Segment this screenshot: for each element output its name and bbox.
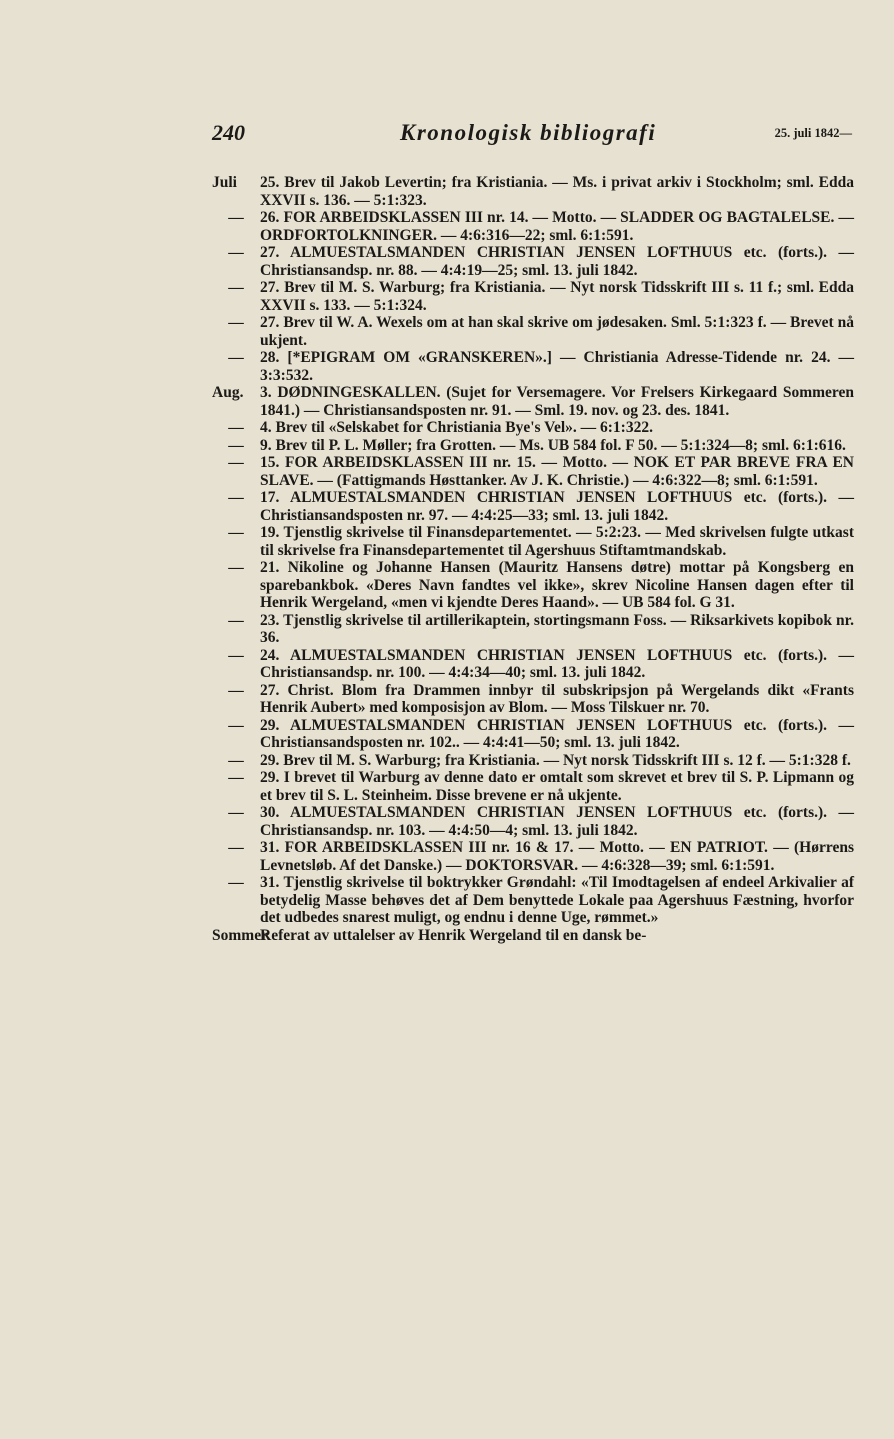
entry-date-marker: — bbox=[228, 279, 244, 296]
entry-text: 26. FOR ARBEIDSKLASSEN III nr. 14. — Motto. — SLADDER OG BAGTALELSE. — ORDFORTOLKNINGER. — 4:6:316—22; sml. 6:1:591. bbox=[260, 209, 854, 244]
entry-date-marker: — bbox=[228, 646, 244, 664]
entry-date-marker: Sommer. bbox=[212, 926, 271, 944]
bibliography-entry bbox=[212, 384, 854, 419]
entry-date-marker: — bbox=[228, 244, 244, 261]
entry-date-marker: — bbox=[228, 524, 244, 541]
entry-text: 27. Christ. Blom fra Drammen innbyr til subskripsjon på Wergelands dikt «Frants Henrik Aubert» med komposisjon av Blom. — Moss Tilskuer nr. 70. bbox=[260, 681, 854, 716]
entry-date-marker: Aug. bbox=[212, 384, 244, 401]
entry-text: 19. Tjenstlig skrivelse til Finansdepartementet. — 5:2:23. — Med skrivelsen fulgte utkast til skrivelse fra Finansdepartementet til Agershuus Stiftamtmandskab. bbox=[260, 524, 854, 559]
entry-date-marker: — bbox=[228, 419, 244, 436]
page-number: 240 bbox=[212, 120, 245, 145]
bibliography-entry bbox=[212, 437, 854, 455]
entry-text: 27. Brev til W. A. Wexels om at han skal skrive om jødesaken. Sml. 5:1:323 f. — Brevet nå ukjent. bbox=[260, 314, 854, 349]
entry-text: 9. Brev til P. L. Møller; fra Grotten. — Ms. UB 584 fol. F 50. — 5:1:324—8; sml. 6:1:616. bbox=[260, 436, 846, 454]
bibliography-entry bbox=[212, 752, 854, 770]
entry-date-marker: — bbox=[228, 751, 244, 769]
bibliography-entry bbox=[212, 174, 854, 209]
bibliography-entry bbox=[212, 454, 854, 489]
entry-text: 29. I brevet til Warburg av denne dato er omtalt som skrevet et brev til S. P. Lipmann og et brev til S. L. Steinheim. Disse brevene er nå ukjente. bbox=[260, 769, 854, 804]
entry-text: 31. Tjenstlig skrivelse til boktrykker Grøndahl: «Til Imodtagelsen af endeel Arkivalier af betydelig Masse behøves det af Dem benyttede Lokale paa Agershuus Fæstning, hvorfor det udbedes snarest muligt, og endnu i denne Uge, rømmet.» bbox=[260, 874, 854, 926]
entry-text: 23. Tjenstlig skrivelse til artillerikaptein, stortingsmann Foss. — Riksarkivets kopibok nr. 36. bbox=[260, 611, 854, 646]
bibliography-entry bbox=[212, 839, 854, 874]
entry-date-marker: — bbox=[228, 874, 244, 891]
entry-text: 4. Brev til «Selskabet for Christiania Bye's Vel». — 6:1:322. bbox=[260, 419, 653, 436]
entry-text: 21. Nikoline og Johanne Hansen (Mauritz Hansens døtre) mottar på Kongsberg en sparebankbok. «Deres Navn fandtes vel ikke», skrev Nicoline Hansen dagen efter til Henrik Wergeland, «men vi kjendte Deres Haand». — UB 584 fol. G 31. bbox=[260, 559, 854, 611]
bibliography-entry bbox=[212, 419, 854, 437]
entry-date-marker: — bbox=[228, 611, 244, 629]
bibliography-entry bbox=[212, 279, 854, 314]
bibliography-entry bbox=[212, 489, 854, 524]
entry-text: 15. FOR ARBEIDSKLASSEN III nr. 15. — Motto. — NOK ET PAR BREVE FRA EN SLAVE. — (Fattigmands Høsttanker. Av J. K. Christie.) — 4:6:322—8; sml. 6:1:591. bbox=[260, 454, 854, 489]
entry-text: 27. Brev til M. S. Warburg; fra Kristiania. — Nyt norsk Tidsskrift III s. 11 f.; sml. Edda XXVII s. 133. — 5:1:324. bbox=[260, 279, 854, 314]
entry-text: 28. [*EPIGRAM OM «GRANSKEREN».] — Christiania Adresse-Tidende nr. 24. — 3:3:532. bbox=[260, 349, 854, 384]
bibliography-entry bbox=[212, 349, 854, 384]
entry-date-marker: Juli bbox=[212, 174, 237, 191]
date-range: 25. juli 1842— bbox=[774, 126, 852, 140]
bibliography-entry bbox=[212, 559, 854, 612]
entry-date-marker: — bbox=[228, 314, 244, 331]
bibliography-entry bbox=[212, 682, 854, 717]
entry-text: 17. ALMUESTALSMANDEN CHRISTIAN JENSEN LOFTHUUS etc. (forts.). — Christiansandsposten nr. 97. — 4:4:25—33; sml. 13. juli 1842. bbox=[260, 489, 854, 524]
entry-date-marker: — bbox=[228, 681, 244, 699]
entry-date-marker: — bbox=[228, 716, 244, 734]
entry-date-marker: — bbox=[228, 769, 244, 786]
entry-date-marker: — bbox=[228, 454, 244, 471]
entry-date-marker: — bbox=[228, 489, 244, 506]
entry-text: Referat av uttalelser av Henrik Wergeland til en dansk be- bbox=[260, 926, 647, 944]
entry-text: 30. ALMUESTALSMANDEN CHRISTIAN JENSEN LOFTHUUS etc. (forts.). — Christiansandsp. nr. 103. — 4:4:50—4; sml. 13. juli 1842. bbox=[260, 804, 854, 839]
bibliography-entry bbox=[212, 244, 854, 279]
entry-text: 29. ALMUESTALSMANDEN CHRISTIAN JENSEN LOFTHUUS etc. (forts.). — Christiansandsposten nr. 102.. — 4:4:41—50; sml. 13. juli 1842. bbox=[260, 716, 854, 751]
entry-date-marker: — bbox=[228, 436, 244, 454]
bibliography-entry bbox=[212, 769, 854, 804]
bibliography-entry bbox=[212, 612, 854, 647]
bibliography-entry bbox=[212, 524, 854, 559]
entry-date-marker: — bbox=[228, 804, 244, 821]
entry-text: 27. ALMUESTALSMANDEN CHRISTIAN JENSEN LOFTHUUS etc. (forts.). — Christiansandsp. nr. 88. — 4:4:19—25; sml. 13. juli 1842. bbox=[260, 244, 854, 279]
running-title: Kronologisk bibliografi bbox=[400, 120, 657, 145]
bibliography-entry bbox=[212, 874, 854, 927]
bibliography-entry bbox=[212, 209, 854, 244]
entry-date-marker: — bbox=[228, 349, 244, 366]
entry-date-marker: — bbox=[228, 559, 244, 576]
bibliography-entry bbox=[212, 647, 854, 682]
bibliography-entry bbox=[212, 717, 854, 752]
bibliography-entry bbox=[212, 804, 854, 839]
entry-date-marker: — bbox=[228, 839, 244, 856]
bibliography-entry bbox=[212, 927, 854, 945]
bibliography-entry bbox=[212, 314, 854, 349]
entry-text: 24. ALMUESTALSMANDEN CHRISTIAN JENSEN LOFTHUUS etc. (forts.). — Christiansandsp. nr. 100. — 4:4:34—40; sml. 13. juli 1842. bbox=[260, 646, 854, 681]
entry-date-marker: — bbox=[228, 209, 244, 226]
entry-text: 25. Brev til Jakob Levertin; fra Kristiania. — Ms. i privat arkiv i Stockholm; sml. Edda XXVII s. 136. — 5:1:323. bbox=[260, 174, 854, 209]
bibliography-list bbox=[212, 174, 854, 944]
entry-text: 31. FOR ARBEIDSKLASSEN III nr. 16 & 17. — Motto. — EN PATRIOT. — (Hørrens Levnetsløb. Af det Danske.) — DOKTORSVAR. — 4:6:328—39; sml. 6:1:591. bbox=[260, 839, 854, 874]
entry-text: 3. DØDNINGESKALLEN. (Sujet for Versemagere. Vor Frelsers Kirkegaard Sommeren 1841.) — Christiansandsposten nr. 91. — Sml. 19. nov. og 23. des. 1841. bbox=[260, 384, 854, 419]
entry-text: 29. Brev til M. S. Warburg; fra Kristiania. — Nyt norsk Tidsskrift III s. 12 f. — 5:1:328 f. bbox=[260, 751, 851, 769]
page-header bbox=[212, 120, 852, 150]
